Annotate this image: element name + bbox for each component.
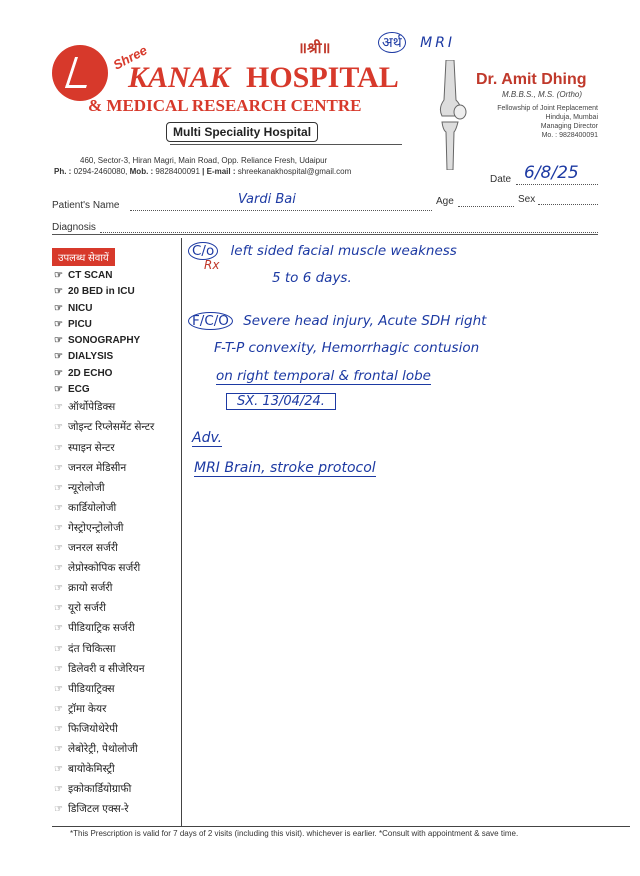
service-label: लेप्रोस्कोपिक सर्जरी [68, 562, 141, 575]
service-label: लेबोरेट्री, पेथोलोजी [68, 742, 138, 755]
service-item [54, 351, 179, 367]
service-label: NICU [68, 302, 93, 314]
service-label: PICU [68, 318, 92, 330]
fco-label: F/C/O [188, 312, 233, 330]
service-label: दंत चिकित्सा [68, 642, 116, 655]
service-item [54, 335, 179, 351]
service-label: 2D ECHO [68, 367, 113, 379]
service-item [54, 384, 179, 400]
handwritten-top-hindi: अर्थ [378, 32, 406, 53]
service-label: ECG [68, 384, 90, 396]
pointing-hand-icon: ☞ [54, 502, 63, 514]
pointing-hand-icon: ☞ [54, 318, 63, 330]
service-item [54, 303, 179, 319]
pointing-hand-icon: ☞ [54, 603, 63, 615]
fco-line-3 [216, 368, 431, 384]
services-heading: उपलब्ध सेवायें [52, 248, 115, 266]
service-item [54, 541, 179, 561]
phone-number: 0294-2460080, [73, 167, 128, 176]
footer-note: *This Prescription is valid for 7 days of 2 visits (including this visit). whichever is earlier. *Consult with appointment & save time. [70, 829, 519, 838]
service-label: जनरल मेडिसीन [68, 461, 127, 474]
pointing-hand-icon: ☞ [54, 367, 63, 379]
pointing-hand-icon: ☞ [54, 543, 63, 555]
brand-name-hospital: HOSPITAL [246, 61, 399, 94]
pointing-hand-icon: ☞ [54, 703, 63, 715]
pointing-hand-icon: ☞ [54, 784, 63, 796]
service-item [54, 461, 179, 481]
pointing-hand-icon: ☞ [54, 270, 63, 281]
services-list [54, 270, 179, 822]
diagnosis-line [100, 222, 598, 233]
doctor-name: Dr. Amit Dhing [476, 71, 587, 88]
sidebar-divider [181, 238, 182, 826]
service-label: ऑर्थोपेडिक्स [68, 401, 116, 414]
service-label: डिलेवरी व सीजेरियन [68, 662, 145, 675]
service-label: CT SCAN [68, 270, 113, 281]
footer-divider [52, 826, 630, 827]
advice-text: MRI Brain, stroke protocol [194, 460, 376, 476]
surgery-date: SX. 13/04/24. [226, 393, 336, 410]
co-label: C/o [188, 242, 218, 260]
brand-subtitle: & MEDICAL RESEARCH CENTRE [88, 96, 362, 115]
pointing-hand-icon: ☞ [54, 743, 63, 755]
pointing-hand-icon: ☞ [54, 442, 63, 454]
fco-line-2: F-T-P convexity, Hemorrhagic contusion [214, 340, 480, 356]
email-address: shreekanakhospital@gmail.com [237, 167, 352, 176]
service-label: इकोकार्डियोग्राफी [68, 783, 132, 796]
surgery-note [226, 394, 336, 409]
mobile-number: 9828400091 [155, 167, 200, 176]
service-item [54, 286, 179, 302]
fco-text-3: on right temporal & frontal lobe [216, 368, 431, 384]
phone-label: Ph. : [54, 167, 72, 176]
advice-label-text: Adv. [192, 430, 223, 446]
email-label: | E-mail : [202, 167, 236, 176]
service-item [54, 802, 179, 822]
service-item [54, 742, 179, 762]
service-label: गेस्ट्रोएन्ट्रोलोजी [68, 521, 124, 534]
service-item [54, 601, 179, 621]
pointing-hand-icon: ☞ [54, 643, 63, 655]
pointing-hand-icon: ☞ [54, 422, 63, 434]
diagnosis-label: Diagnosis [52, 222, 96, 233]
pointing-hand-icon: ☞ [54, 663, 63, 675]
pointing-hand-icon: ☞ [54, 302, 63, 314]
service-item [54, 762, 179, 782]
doctor-mobile: Mo. : 9828400091 [541, 132, 598, 139]
service-label: जनरल सर्जरी [68, 542, 118, 555]
service-item [54, 642, 179, 662]
service-label: DIALYSIS [68, 351, 114, 363]
pointing-hand-icon: ☞ [54, 402, 63, 414]
handwritten-top-note [378, 32, 455, 53]
brand-name-kanak: KANAK [128, 61, 230, 94]
fco-line-1 [188, 312, 486, 330]
co-text-1: left sided facial muscle weakness [230, 243, 457, 259]
patient-name-value: Vardi Bai [238, 192, 296, 207]
pointing-hand-icon: ☞ [54, 563, 63, 575]
service-item [54, 662, 179, 682]
service-label: डिजिटल एक्स-रे [68, 803, 129, 816]
service-item [54, 400, 179, 420]
sex-label: Sex [518, 194, 536, 205]
service-item [54, 621, 179, 641]
pointing-hand-icon: ☞ [54, 482, 63, 494]
shri-mark: ॥श्री॥ [298, 40, 331, 57]
pointing-hand-icon: ☞ [54, 522, 63, 534]
service-label: ट्रॉमा केयर [68, 702, 107, 715]
sex-line [538, 194, 598, 205]
knee-joint-icon [430, 60, 470, 170]
service-label: यूरो सर्जरी [68, 602, 106, 615]
mobile-label: Mob. : [129, 167, 154, 176]
hospital-address: 460, Sector-3, Hiran Magri, Main Road, Opp. Reliance Fresh, Udaipur [80, 156, 328, 165]
service-item [54, 501, 179, 521]
doctor-fellowship-hospital: Hinduja, Mumbai [545, 114, 598, 121]
hospital-contact [54, 167, 351, 176]
pointing-hand-icon: ☞ [54, 804, 63, 816]
service-item [54, 270, 179, 286]
service-label: 20 BED in ICU [68, 286, 135, 298]
service-item [54, 368, 179, 384]
service-label: पीडियाट्रिक्स [68, 682, 115, 695]
service-item [54, 481, 179, 501]
doctor-details [486, 104, 598, 140]
pointing-hand-icon: ☞ [54, 683, 63, 695]
hospital-tagline: Multi Speciality Hospital [166, 122, 318, 142]
age-label: Age [436, 196, 454, 207]
doctor-role: Managing Director [540, 123, 598, 130]
logo-emblem-icon [65, 57, 96, 88]
handwritten-top-mri: MRI [420, 35, 456, 51]
pointing-hand-icon: ☞ [54, 462, 63, 474]
service-item [54, 420, 179, 440]
service-label: न्यूरोलोजी [68, 481, 105, 494]
pointing-hand-icon: ☞ [54, 723, 63, 735]
form-divider [52, 234, 598, 235]
service-item [54, 722, 179, 742]
header-divider [170, 144, 402, 145]
pointing-hand-icon: ☞ [54, 623, 63, 635]
co-line-2: 5 to 6 days. [272, 270, 352, 286]
pointing-hand-icon: ☞ [54, 384, 63, 396]
advice-line [194, 460, 376, 476]
doctor-qualification: M.B.B.S., M.S. (Ortho) [502, 90, 583, 99]
pointing-hand-icon: ☞ [54, 286, 63, 298]
advice-label [192, 430, 222, 446]
service-item [54, 521, 179, 541]
date-value: 6/8/25 [524, 163, 579, 183]
service-item [54, 682, 179, 702]
date-label: Date [490, 174, 512, 185]
co-line-1 [188, 242, 457, 260]
pointing-hand-icon: ☞ [54, 351, 63, 363]
pointing-hand-icon: ☞ [54, 583, 63, 595]
age-line [458, 196, 514, 207]
service-item [54, 441, 179, 461]
service-label: स्पाइन सेन्टर [68, 441, 115, 454]
service-item [54, 581, 179, 601]
service-label: फिजियोथेरेपी [68, 722, 118, 735]
service-item [54, 702, 179, 722]
fco-text-1: Severe head injury, Acute SDH right [243, 313, 487, 329]
hospital-logo [52, 45, 108, 101]
brand-shree: Shree [110, 42, 150, 73]
service-label: क्रायो सर्जरी [68, 582, 113, 595]
service-label: बायोकेमिस्ट्री [68, 763, 115, 776]
patient-name-label: Patient's Name [52, 200, 120, 211]
service-label: कार्डियोलोजी [68, 501, 117, 514]
service-item [54, 319, 179, 335]
service-item [54, 782, 179, 802]
pointing-hand-icon: ☞ [54, 764, 63, 776]
doctor-fellowship: Fellowship of Joint Replacement [497, 105, 598, 112]
service-label: पीडियाट्रिक सर्जरी [68, 622, 135, 635]
service-item [54, 561, 179, 581]
service-label: जोइन्ट रिप्लेसमेंट सेन्टर [68, 421, 155, 434]
pointing-hand-icon: ☞ [54, 335, 63, 347]
service-label: SONOGRAPHY [68, 335, 141, 347]
rx-symbol: Rx [204, 258, 220, 272]
